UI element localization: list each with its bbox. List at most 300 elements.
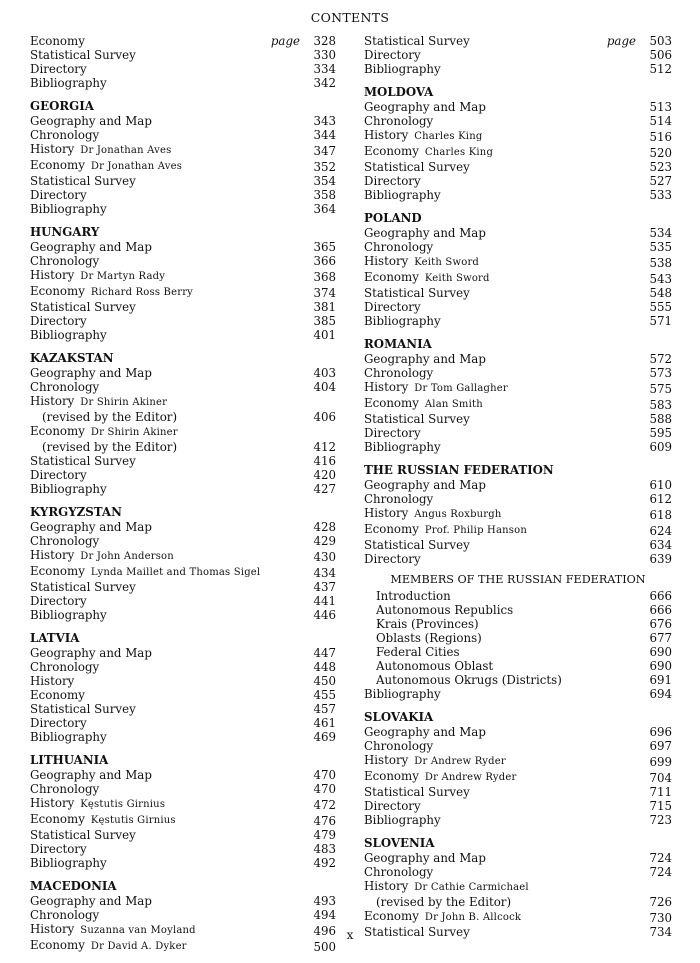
entry-label xyxy=(30,908,310,922)
entry-label xyxy=(30,842,310,856)
page-number: 571 xyxy=(649,314,672,328)
section-title: KAZAKSTAN xyxy=(30,351,114,365)
toc-entry xyxy=(30,520,336,534)
page-number: 447 xyxy=(313,646,336,660)
toc-entry xyxy=(364,645,672,659)
entry-label xyxy=(364,538,646,552)
toc-entry xyxy=(30,730,336,744)
entry-label xyxy=(30,482,310,496)
entry-title: Geography and Map xyxy=(30,240,152,254)
entry-label xyxy=(364,552,646,566)
entry-label xyxy=(30,62,310,76)
page-number: 523 xyxy=(649,160,672,174)
entry-label xyxy=(30,424,310,454)
entry-title: Directory xyxy=(30,468,87,482)
page-number: 428 xyxy=(313,520,336,534)
page-number: 427 xyxy=(313,482,336,496)
toc-entry xyxy=(30,534,336,548)
toc-entry xyxy=(30,482,336,496)
entry-label xyxy=(364,128,646,144)
page-number: 533 xyxy=(649,188,672,202)
page-number: 500 xyxy=(313,940,336,954)
page-number: 595 xyxy=(649,426,672,440)
entry-author: Dr Cathie Carmichael xyxy=(414,882,529,893)
entry-label xyxy=(30,394,310,424)
toc-entry xyxy=(30,468,336,482)
page-number: 470 xyxy=(313,768,336,782)
entry-title: Geography and Map xyxy=(364,725,486,739)
entry-title: Autonomous Oblast xyxy=(376,659,494,673)
toc-entry xyxy=(364,412,672,426)
entry-label xyxy=(30,158,310,174)
page-number: 366 xyxy=(313,254,336,268)
page-number: 715 xyxy=(649,799,672,813)
page-number: 404 xyxy=(313,380,336,394)
entry-label xyxy=(376,659,646,673)
toc-entry xyxy=(364,739,672,753)
entry-title: Statistical Survey xyxy=(364,925,470,939)
page-number: 639 xyxy=(649,552,672,566)
page-number: 493 xyxy=(313,894,336,908)
section-kazakstan xyxy=(30,351,336,496)
entry-title: History xyxy=(364,879,409,893)
entry-title: Directory xyxy=(364,799,421,813)
page-number: 512 xyxy=(649,62,672,76)
toc-entry xyxy=(30,842,336,856)
entry-label xyxy=(364,412,646,426)
toc-entry xyxy=(30,380,336,394)
entry-label xyxy=(30,114,310,128)
toc-entry xyxy=(364,538,672,552)
entry-label xyxy=(364,725,646,739)
entry-title: Geography and Map xyxy=(30,520,152,534)
toc-entry xyxy=(364,426,672,440)
entry-label xyxy=(30,268,310,284)
toc-entry xyxy=(364,659,672,673)
page-number: 469 xyxy=(313,730,336,744)
entry-title: Geography and Map xyxy=(364,226,486,240)
page-number: 381 xyxy=(313,300,336,314)
page-number: 437 xyxy=(313,580,336,594)
toc-entry xyxy=(364,114,672,128)
page-number: 516 xyxy=(649,130,672,144)
toc-entry xyxy=(364,174,672,188)
page-number: 328 xyxy=(313,34,336,48)
page-number: 696 xyxy=(649,725,672,739)
section-title: MACEDONIA xyxy=(30,879,117,893)
entry-title: History xyxy=(30,922,75,936)
entry-author: Charles King xyxy=(414,131,483,142)
entry-continuation: (revised by the Editor) xyxy=(42,410,178,424)
page-number: 479 xyxy=(313,828,336,842)
entry-title: Statistical Survey xyxy=(364,160,470,174)
toc-entry xyxy=(364,314,672,328)
entry-label xyxy=(364,909,646,925)
entry-label xyxy=(30,314,310,328)
section-georgia xyxy=(30,99,336,216)
entry-label xyxy=(364,522,646,538)
entry-label xyxy=(30,548,310,564)
entry-author: Suzanna van Moyland xyxy=(80,925,196,936)
page-number: 503 xyxy=(649,34,672,48)
continued-section xyxy=(30,34,336,90)
page-number: 520 xyxy=(649,146,672,160)
entry-label xyxy=(30,702,310,716)
toc-entry xyxy=(364,631,672,645)
toc-entry xyxy=(30,240,336,254)
page-number: 342 xyxy=(313,76,336,90)
toc-entry xyxy=(364,725,672,739)
toc-entry xyxy=(364,300,672,314)
entry-title: Chronology xyxy=(30,254,100,268)
page-word: page xyxy=(606,34,636,48)
page-number: 344 xyxy=(313,128,336,142)
entry-label xyxy=(364,865,646,879)
entry-title: Economy xyxy=(30,564,85,578)
entry-title: Chronology xyxy=(364,366,434,380)
entry-title: Economy xyxy=(364,909,419,923)
entry-label xyxy=(30,594,310,608)
toc-entry xyxy=(364,396,672,412)
toc-entry xyxy=(30,768,336,782)
toc-entry xyxy=(30,114,336,128)
entry-title: Geography and Map xyxy=(30,114,152,128)
entry-label xyxy=(30,534,310,548)
page-number: 496 xyxy=(313,924,336,938)
entry-title: Chronology xyxy=(364,739,434,753)
entry-author: Kęstutis Girnius xyxy=(90,815,176,826)
page-number: 343 xyxy=(313,114,336,128)
page-number: 420 xyxy=(313,468,336,482)
entry-label xyxy=(364,753,646,769)
entry-title: Federal Cities xyxy=(376,645,460,659)
entry-label xyxy=(30,468,310,482)
entry-author: Keith Sword xyxy=(424,273,490,284)
entry-author: Dr Jonathan Aves xyxy=(90,161,183,172)
section-latvia xyxy=(30,631,336,744)
page-number: 514 xyxy=(649,114,672,128)
entry-label xyxy=(30,128,310,142)
entry-title: History xyxy=(30,268,75,282)
entry-author: Alan Smith xyxy=(424,399,483,410)
page-number: 724 xyxy=(649,851,672,865)
entry-label xyxy=(364,380,646,396)
entry-title: Oblasts (Regions) xyxy=(376,631,482,645)
page-number: 573 xyxy=(649,366,672,380)
toc-entry xyxy=(30,782,336,796)
entry-label xyxy=(364,114,646,128)
toc-entry xyxy=(364,478,672,492)
entry-label xyxy=(364,879,646,909)
entry-author: Dr David A. Dyker xyxy=(90,941,187,952)
entry-label xyxy=(30,174,310,188)
page-number: 352 xyxy=(313,160,336,174)
entry-title: Chronology xyxy=(30,660,100,674)
entry-label xyxy=(30,48,310,62)
toc-entry xyxy=(30,828,336,842)
entry-author: Dr John Anderson xyxy=(80,551,174,562)
toc-entry xyxy=(30,796,336,812)
entry-label xyxy=(364,270,646,286)
entry-label xyxy=(364,62,646,76)
page-number: 634 xyxy=(649,538,672,552)
entry-label xyxy=(30,202,310,216)
entry-title: Statistical Survey xyxy=(364,412,470,426)
toc-entry xyxy=(364,440,672,454)
toc-entry xyxy=(30,268,336,284)
entry-title: Bibliography xyxy=(364,314,441,328)
toc-entry xyxy=(30,142,336,158)
section-title: GEORGIA xyxy=(30,99,94,113)
page-number: 734 xyxy=(649,925,672,939)
page-number: 448 xyxy=(313,660,336,674)
page-number: 403 xyxy=(313,366,336,380)
entry-author: Angus Roxburgh xyxy=(414,509,502,520)
toc-entry xyxy=(30,254,336,268)
section-title: ROMANIA xyxy=(364,337,432,351)
page-number: 575 xyxy=(649,382,672,396)
entry-label xyxy=(30,608,310,622)
toc-entry xyxy=(364,799,672,813)
toc-entry xyxy=(30,646,336,660)
page-number: 704 xyxy=(649,771,672,785)
toc-entry xyxy=(30,688,336,702)
section-title: LATVIA xyxy=(30,631,80,645)
entry-title: Economy xyxy=(30,938,85,952)
section-title: LITHUANIA xyxy=(30,753,109,767)
entry-title: History xyxy=(30,142,75,156)
section-poland xyxy=(364,211,672,328)
entry-continuation: (revised by the Editor) xyxy=(376,895,512,909)
page-number: 472 xyxy=(313,798,336,812)
entry-label xyxy=(30,564,310,580)
page-number: 364 xyxy=(313,202,336,216)
entry-label xyxy=(364,160,646,174)
page-number: 330 xyxy=(313,48,336,62)
page-number: 441 xyxy=(313,594,336,608)
entry-label xyxy=(30,454,310,468)
toc-entry xyxy=(30,716,336,730)
section-slovakia xyxy=(364,710,672,827)
toc-entry xyxy=(30,300,336,314)
entry-title: Chronology xyxy=(364,240,434,254)
entry-label xyxy=(30,768,310,782)
page-number: 455 xyxy=(313,688,336,702)
toc-entry xyxy=(30,594,336,608)
page-number: 334 xyxy=(313,62,336,76)
page-number: 572 xyxy=(649,352,672,366)
entry-title: Geography and Map xyxy=(364,100,486,114)
entry-label xyxy=(364,492,646,506)
entry-label xyxy=(30,328,310,342)
page-number: 666 xyxy=(649,589,672,603)
entry-author: Dr Shirin Akiner xyxy=(90,427,178,438)
entry-title: Statistical Survey xyxy=(364,34,470,48)
entry-label xyxy=(364,314,646,328)
entry-label xyxy=(364,254,646,270)
entry-title: Chronology xyxy=(30,380,100,394)
entry-author: Lynda Maillet and Thomas Sigel xyxy=(90,567,261,578)
page-number: 676 xyxy=(649,617,672,631)
entry-label xyxy=(30,856,310,870)
section-moldova xyxy=(364,85,672,202)
section-title: POLAND xyxy=(364,211,422,225)
entry-title: History xyxy=(364,753,409,767)
page-number: 513 xyxy=(649,100,672,114)
entry-title: Bibliography xyxy=(30,76,107,90)
toc-entry xyxy=(364,100,672,114)
toc-entry xyxy=(30,908,336,922)
toc-entry xyxy=(364,851,672,865)
toc-entry xyxy=(364,240,672,254)
entry-title: Statistical Survey xyxy=(30,702,136,716)
entry-label xyxy=(30,828,310,842)
entry-label xyxy=(30,366,310,380)
page-number: 694 xyxy=(649,687,672,701)
entry-label xyxy=(364,813,646,827)
page-number: 527 xyxy=(649,174,672,188)
toc-entry xyxy=(30,34,336,48)
entry-title: Economy xyxy=(364,522,419,536)
entry-author: Dr Martyn Rady xyxy=(80,271,166,282)
toc-entry xyxy=(364,687,672,701)
page-number: 583 xyxy=(649,398,672,412)
toc-entry xyxy=(30,394,336,424)
entry-title: Directory xyxy=(30,716,87,730)
page-number: 416 xyxy=(313,454,336,468)
page-number: 406 xyxy=(313,410,336,424)
entry-title: Bibliography xyxy=(30,730,107,744)
entry-title: Statistical Survey xyxy=(364,538,470,552)
page-number: 461 xyxy=(313,716,336,730)
section-slovenia xyxy=(364,836,672,939)
page-number: 374 xyxy=(313,286,336,300)
entry-label xyxy=(364,226,646,240)
page-word: page xyxy=(270,34,300,48)
toc-entry xyxy=(364,128,672,144)
entry-title: Bibliography xyxy=(30,482,107,496)
entry-title: Economy xyxy=(30,34,85,48)
entry-label xyxy=(30,520,310,534)
entry-label xyxy=(364,851,646,865)
page-number: 711 xyxy=(649,785,672,799)
page-number: 492 xyxy=(313,856,336,870)
toc-entry xyxy=(364,673,672,687)
entry-title: History xyxy=(364,254,409,268)
entry-title: Economy xyxy=(364,396,419,410)
toc-entry xyxy=(364,286,672,300)
entry-label xyxy=(364,366,646,380)
toc-entry xyxy=(364,188,672,202)
toc-entry xyxy=(30,158,336,174)
entry-title: Geography and Map xyxy=(30,768,152,782)
entry-title: Geography and Map xyxy=(30,646,152,660)
entry-label xyxy=(30,646,310,660)
section-macedonia xyxy=(30,879,336,954)
entry-author: Dr Jonathan Aves xyxy=(80,145,172,156)
page-number: x xyxy=(346,928,354,942)
page-number: 385 xyxy=(313,314,336,328)
toc-entry xyxy=(30,76,336,90)
right-column xyxy=(364,34,672,948)
entry-label xyxy=(376,673,646,687)
entry-label xyxy=(30,796,310,812)
entry-title: Economy xyxy=(30,158,85,172)
toc-entry xyxy=(30,48,336,62)
toc-entry xyxy=(30,328,336,342)
entry-author: Prof. Philip Hanson xyxy=(424,525,527,536)
page-number: 412 xyxy=(313,440,336,454)
entry-title: Chronology xyxy=(30,534,100,548)
entry-label xyxy=(30,34,271,48)
entry-author: Charles King xyxy=(424,147,494,158)
page-number: 457 xyxy=(313,702,336,716)
entry-label xyxy=(30,674,310,688)
toc-entry xyxy=(30,674,336,688)
section-title: HUNGARY xyxy=(30,225,100,239)
page-number: 677 xyxy=(649,631,672,645)
section-title: THE RUSSIAN FEDERATION xyxy=(364,463,554,477)
entry-label xyxy=(30,716,310,730)
left-column xyxy=(30,34,336,963)
page-number: 699 xyxy=(649,755,672,769)
page-number: 368 xyxy=(313,270,336,284)
entry-label xyxy=(364,100,646,114)
toc-entry xyxy=(30,702,336,716)
entry-title: Directory xyxy=(30,314,87,328)
entry-title: Geography and Map xyxy=(30,894,152,908)
entry-label xyxy=(30,894,310,908)
entry-title: Statistical Survey xyxy=(30,300,136,314)
toc-entry xyxy=(364,226,672,240)
toc-entry xyxy=(364,879,672,909)
toc-entry xyxy=(30,284,336,300)
entry-author: Richard Ross Berry xyxy=(90,287,194,298)
entry-label xyxy=(364,739,646,753)
entry-label xyxy=(30,380,310,394)
entry-label xyxy=(364,174,646,188)
page-number: 506 xyxy=(649,48,672,62)
entry-title: Directory xyxy=(364,426,421,440)
toc-entry xyxy=(364,522,672,538)
entry-title: Geography and Map xyxy=(30,366,152,380)
page-number: 446 xyxy=(313,608,336,622)
section-lithuania xyxy=(30,753,336,870)
page-number: 548 xyxy=(649,286,672,300)
entry-title: Economy xyxy=(364,144,419,158)
entry-title: Geography and Map xyxy=(364,851,486,865)
toc-entry xyxy=(364,48,672,62)
page-number: 538 xyxy=(649,256,672,270)
section-kyrgyzstan xyxy=(30,505,336,622)
toc-entry xyxy=(30,366,336,380)
page-number: 450 xyxy=(313,674,336,688)
entry-title: Bibliography xyxy=(30,856,107,870)
entry-title: History xyxy=(364,128,409,142)
toc-entry xyxy=(30,608,336,622)
entry-label xyxy=(30,240,310,254)
section-title: KYRGYZSTAN xyxy=(30,505,122,519)
entry-title: Chronology xyxy=(30,128,100,142)
entry-author: Dr Andrew Ryder xyxy=(414,756,506,767)
entry-title: Economy xyxy=(30,284,85,298)
toc-entry xyxy=(364,506,672,522)
section-russian-federation xyxy=(364,463,672,701)
entry-label xyxy=(364,34,607,48)
entry-label xyxy=(364,300,646,314)
entry-label xyxy=(364,144,646,160)
entry-title: Chronology xyxy=(364,865,434,879)
